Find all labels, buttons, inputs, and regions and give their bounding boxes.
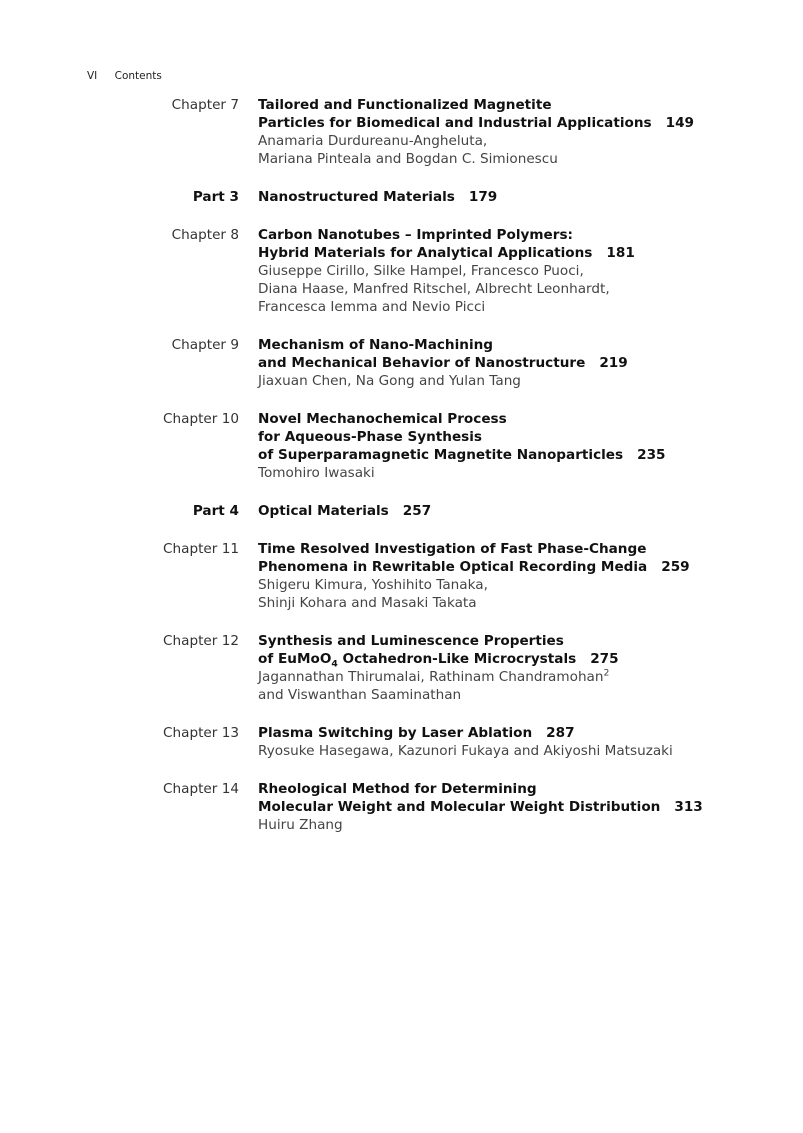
toc-entry-chapter-14[interactable] [0, 780, 803, 834]
entry-title-line: Mechanism of Nano-Machining [258, 337, 494, 353]
entry-authors-line: Diana Haase, Manfred Ritschel, Albrecht Leonhardt, [258, 281, 610, 297]
toc-entry-chapter-9[interactable] [0, 336, 803, 390]
entry-label: Chapter 13 [163, 725, 239, 741]
entry-authors-line: Anamaria Durdureanu-Angheluta, [258, 133, 488, 149]
entry-title-line: Particles for Biomedical and Industrial Applications [258, 115, 652, 131]
part-label: Part 3 [192, 189, 239, 205]
part-title: Optical Materials [258, 503, 389, 519]
author-superscript: 2 [603, 667, 610, 679]
entry-title-line: Tailored and Functionalized Magnetite [258, 97, 552, 113]
entry-title-line: Time Resolved Investigation of Fast Phase-Change [258, 541, 647, 557]
toc-entry-part-3[interactable] [0, 188, 803, 206]
entry-page-number: 313 [674, 799, 703, 815]
entry-title-line: Rheological Method for Determining [258, 781, 537, 797]
entry-authors-line: Tomohiro Iwasaki [258, 465, 375, 481]
authors-text: Jagannathan Thirumalai, Rathinam Chandramohan [258, 669, 604, 685]
entry-label: Chapter 11 [163, 541, 239, 557]
toc-entry-chapter-8[interactable] [0, 226, 803, 316]
page-number: VI [87, 70, 98, 82]
entry-authors-line: Ryosuke Hasegawa, Kazunori Fukaya and Akiyoshi Matsuzaki [258, 743, 673, 759]
formula-subscript: 4 [331, 658, 338, 670]
entry-page-number: 179 [468, 189, 498, 205]
entry-title-line: Novel Mechanochemical Process [258, 411, 507, 427]
toc-entry-part-4[interactable] [0, 502, 803, 520]
entry-page-number: 181 [606, 245, 635, 261]
entry-page-number: 275 [590, 651, 619, 667]
entry-authors-line: Shinji Kohara and Masaki Takata [258, 595, 477, 611]
entry-label: Chapter 9 [171, 337, 239, 353]
entry-authors-line: Francesca Iemma and Nevio Picci [258, 299, 486, 315]
formula-suffix: Octahedron-Like Microcrystals [337, 651, 577, 667]
toc-entry-chapter-12[interactable] [0, 632, 803, 704]
entry-authors-line: Giuseppe Cirillo, Silke Hampel, Francesco Puoci, [258, 263, 584, 279]
part-title: Nanostructured Materials [258, 189, 455, 205]
table-of-contents [0, 96, 803, 834]
running-head-section: Contents [114, 70, 162, 82]
toc-entry-chapter-13[interactable] [0, 724, 803, 760]
entry-authors-line: Huiru Zhang [258, 817, 343, 833]
entry-page-number: 219 [599, 355, 628, 371]
toc-entry-chapter-10[interactable] [0, 410, 803, 482]
entry-authors-line: Jiaxuan Chen, Na Gong and Yulan Tang [258, 373, 521, 389]
entry-page-number: 235 [637, 447, 666, 463]
part-label: Part 4 [192, 503, 239, 519]
entry-title-line: Plasma Switching by Laser Ablation [258, 725, 533, 741]
formula-prefix: of EuMoO [258, 651, 332, 667]
entry-title-line: Hybrid Materials for Analytical Applications [258, 245, 593, 261]
entry-title-formula-line [258, 650, 619, 668]
entry-label: Chapter 10 [163, 411, 239, 427]
entry-page-number: 287 [546, 725, 575, 741]
entry-title-line: Synthesis and Luminescence Properties [258, 633, 564, 649]
entry-page-number: 149 [665, 115, 695, 131]
entry-label: Chapter 7 [171, 97, 239, 113]
entry-page-number: 257 [402, 503, 432, 519]
toc-entry-chapter-7[interactable] [0, 96, 803, 168]
entry-authors-line: and Viswanthan Saaminathan [258, 687, 462, 703]
entry-authors-line [258, 668, 619, 686]
entry-title-line: Carbon Nanotubes – Imprinted Polymers: [258, 227, 573, 243]
entry-page-number: 259 [661, 559, 690, 575]
entry-title-line: Molecular Weight and Molecular Weight Distribution [258, 799, 661, 815]
entry-title-line: for Aqueous-Phase Synthesis [258, 429, 483, 445]
entry-label: Chapter 12 [163, 633, 239, 649]
running-head [87, 70, 162, 82]
entry-authors-line: Shigeru Kimura, Yoshihito Tanaka, [258, 577, 488, 593]
toc-entry-chapter-11[interactable] [0, 540, 803, 612]
entry-title-line: and Mechanical Behavior of Nanostructure [258, 355, 586, 371]
entry-title-line: Phenomena in Rewritable Optical Recording Media [258, 559, 648, 575]
entry-title-line: of Superparamagnetic Magnetite Nanoparticles [258, 447, 624, 463]
entry-authors-line: Mariana Pinteala and Bogdan C. Simionescu [258, 151, 558, 167]
entry-label: Chapter 8 [171, 227, 239, 243]
entry-label: Chapter 14 [163, 781, 239, 797]
